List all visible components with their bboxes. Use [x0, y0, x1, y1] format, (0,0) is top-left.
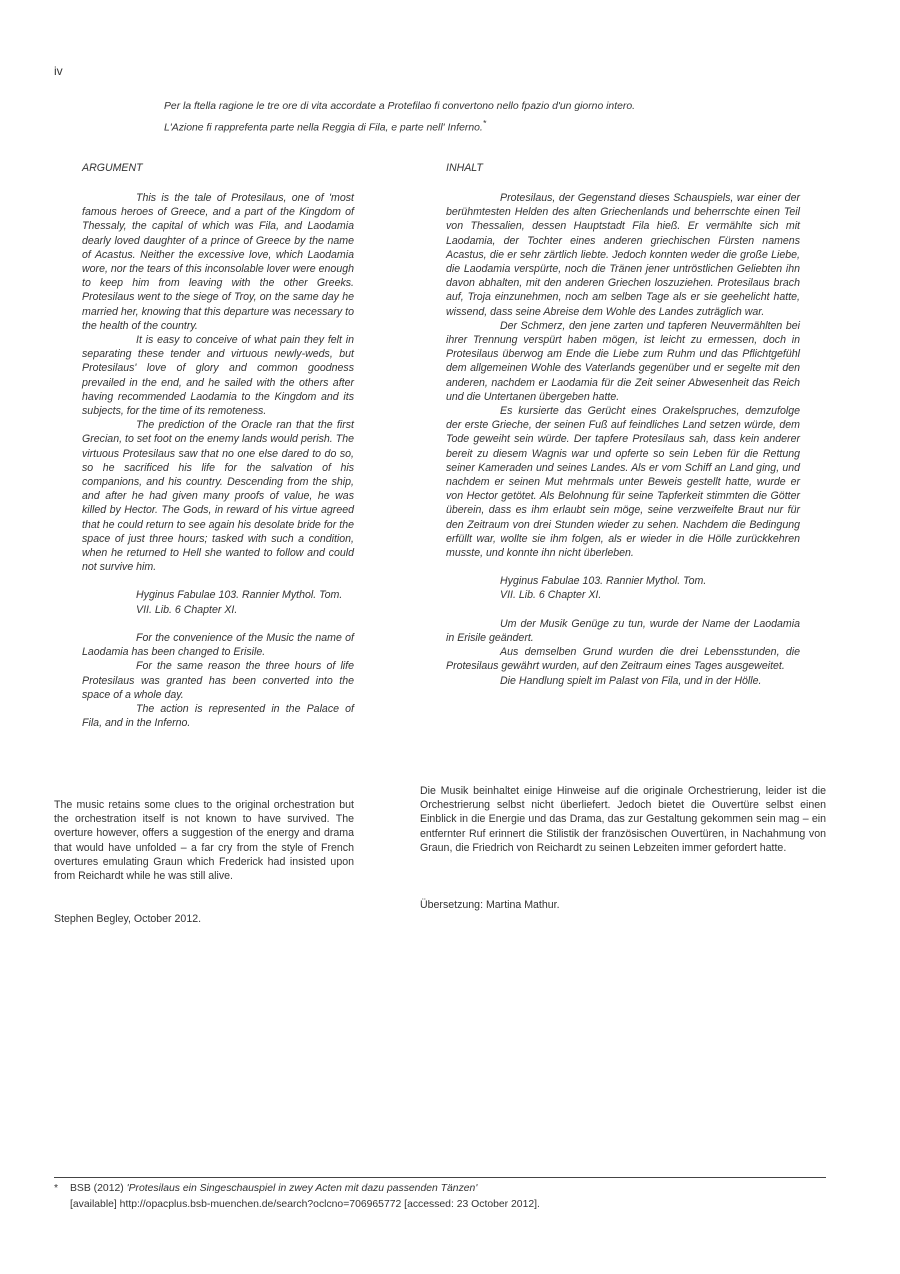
german-reference-line-2: VII. Lib. 6 Chapter XI. — [500, 589, 602, 602]
footnote-title: 'Protesilaus ein Singeschauspiel in zwey Acten mit dazu passenden Tänzen' — [126, 1183, 478, 1194]
epigraph-line-2 — [164, 115, 764, 136]
english-argument — [82, 191, 354, 730]
english-signature: Stephen Begley, October 2012. — [54, 913, 202, 925]
english-note-1: For the convenience of the Music the name of Laodamia has been changed to Erisile. — [82, 631, 354, 659]
german-note-2: Aus demselben Grund wurden die drei Lebensstunden, die Protesilaus gewährt wurden, auf den Zeitraum eines Tages ausgeweitet. — [446, 646, 800, 673]
german-paragraph-2: Der Schmerz, den jene zarten und tapferen Neuvermählten bei ihrer Trennung verspürt haben mögen, ist leicht zu ermessen, doch in Protesilaus überwog am Ende die Liebe zum Ruhm und das Pflichtgefühl dem allgemeinen Wohle des Vaterlands gegenüber und er segelte mit den anderen, nachdem er Laodamia für die Zeit seiner Abwesenheit das Reich und die Untertanen übergeben hatte. — [446, 319, 800, 403]
epigraph-line-2-text: L'Azione fi rapprefenta parte nella Reggia di Fila, e parte nell' Inferno. — [164, 122, 483, 134]
english-note-2: For the same reason the three hours of life Protesilaus was granted has been converted into the space of a whole day. — [82, 660, 354, 701]
english-reference — [82, 588, 354, 616]
footnote-star: * — [54, 1183, 59, 1194]
english-music-note: The music retains some clues to the original orchestration but the orchestration itself is not known to have survived. The overture however, offers a suggestion of the energy and drama that would have unfolded – a far cry from the style of French overtures emulating Graun which Frederick had insisted upon from Reichardt while he was still alive. — [54, 799, 354, 883]
german-note-1: Um der Musik Genüge zu tun, wurde der Name der Laodamia in Erisile geändert. — [446, 617, 800, 644]
german-music-note: Die Musik beinhaltet einige Hinweise auf die originale Orchestrierung, leider ist die Orchestrierung selbst nicht überliefert. Jedoch bietet die Ouvertüre selbst einen Einblick in die Energie und das Drama, das zur Gestaltung gekommen sein mag – ein entfernter Ruf erinnert die Stilistik der französischen Ouvertüren, in Nachahmung von Graun, die Friedrich von Reichardt zu seinen Lebzeiten immer gefordert hatte. — [420, 785, 826, 854]
german-note-3: Die Handlung spielt im Palast von Fila, und in der Hölle. — [500, 674, 762, 687]
inhalt-heading: INHALT — [446, 162, 483, 174]
epigraph-line-1: Per la ftella ragione le tre ore di vita accordate a Protefilao fi convertono nello fpazio d'un giorno intero. — [164, 101, 635, 112]
italian-epigraph — [164, 99, 764, 136]
page-number: iv — [54, 64, 63, 78]
german-reference-line-1: Hyginus Fabulae 103. Rannier Mythol. Tom. — [500, 575, 707, 588]
english-reference-line-2: VII. Lib. 6 Chapter XI. — [136, 603, 238, 616]
argument-heading: ARGUMENT — [82, 162, 143, 174]
footnote-line-1 — [54, 1181, 834, 1197]
footnote — [54, 1181, 834, 1213]
english-note-3: The action is represented in the Palace of Fila, and in the Inferno. — [82, 702, 354, 730]
german-paragraph-1: Protesilaus, der Gegenstand dieses Schauspiels, war einer der berühmtesten Helden des alten Griechenlands und beherrschte einen Teil von Thessalien, dessen Hauptstadt Fila hieß. Er vermählte sich mit Laodamia, der Tochter eines anderen griechischen Fürsten namens Acastus, die er sehr zärtlich liebte. Jedoch konnten weder die große Liebe, die Laodamia verspürte, noch die Tränen jener untröstlichen Geliebten ihn davon abhalten, mit den anderen Griechen loszuziehen. Protesilaus brach auf, Troja einzunehmen, noch am selben Tage als er sie geehelicht hatte, wissend, dass seine Abreise dem Wohle des Landes zuträglich war. — [446, 192, 800, 318]
german-inhalt — [446, 191, 800, 688]
english-paragraph-2: It is easy to conceive of what pain they felt in separating these tender and virtuous newly-weds, but Protesilaus' love of glory and common goodness prevailed in the end, and he sailed with the others after having recommended Laodamia to the Kingdom and its subjects, for the time of its remoteness. — [82, 334, 354, 418]
english-paragraph-3: The prediction of the Oracle ran that the first Grecian, to set foot on the enemy lands would perish. The virtuous Protesilaus saw that no one else dared to do so, so he sacrificed his life for the salvation of his companions, and his country. Descending from the ship, and after he had given many proofs of value, he was killed by Hector. The Gods, in reward of his virtue agreed that he could return to see again his desolate bride for the space of just three hours; tasked with such a condition, when he returned to Hell she wanted to follow and could not survive him. — [82, 419, 354, 574]
footnote-available[interactable]: [available] http://opacplus.bsb-muenchen.de/search?oclcno=706965772 [accessed: 23 October 2012]. — [70, 1199, 540, 1210]
german-reference — [446, 574, 800, 602]
german-paragraph-3: Es kursierte das Gerücht eines Orakelspruches, demzufolge der erste Grieche, der seinen Fuß auf feindliches Land setzen würde, dem Tode geweiht sein würde. Der tapfere Protesilaus sah, dass kein anderer bereit zu diesem Wagnis war und opferte so sein Leben für die Rettung seiner Kameraden und seines Landes. Als er vom Schiff an Land ging, und nachdem er seinen Mut mehrmals unter Beweis gestellt hatte, wurde er von Hector getötet. Als Belohnung für seine Tapferkeit stimmten die Götter überein, dass es ihm erlaubt sein möge, seine verzweifelte Braut nur für den Zeitraum von drei Stunden wieder zu sehen. Nachdem die Bedingung erfüllt war, wollte sie ihm folgen, als er wieder in die Hölle zurückkehren musste, und konnte ihn nicht überleben. — [446, 405, 800, 560]
english-reference-line-1: Hyginus Fabulae 103. Rannier Mythol. Tom. — [136, 589, 343, 602]
footnote-mark: * — [482, 118, 487, 128]
footnote-rule — [54, 1177, 826, 1178]
english-paragraph-1: This is the tale of Protesilaus, one of 'most famous heroes of Greece, and a part of the Kingdom of Thessaly, the capital of which was Fila, and Laodamia dearly loved daughter of a prince of Greece by the name of Acastus. Neither the excessive love, which Laodamia wore, nor the tears of this inconsolable lover were enough to keep him from leaving with the other Greeks. Protesilaus went to the siege of Troy, on the same day he married her, knowing that this departure was necessary to the health of the country. — [82, 192, 354, 332]
german-translator: Übersetzung: Martina Mathur. — [420, 899, 560, 911]
footnote-source: BSB (2012) — [70, 1183, 124, 1194]
